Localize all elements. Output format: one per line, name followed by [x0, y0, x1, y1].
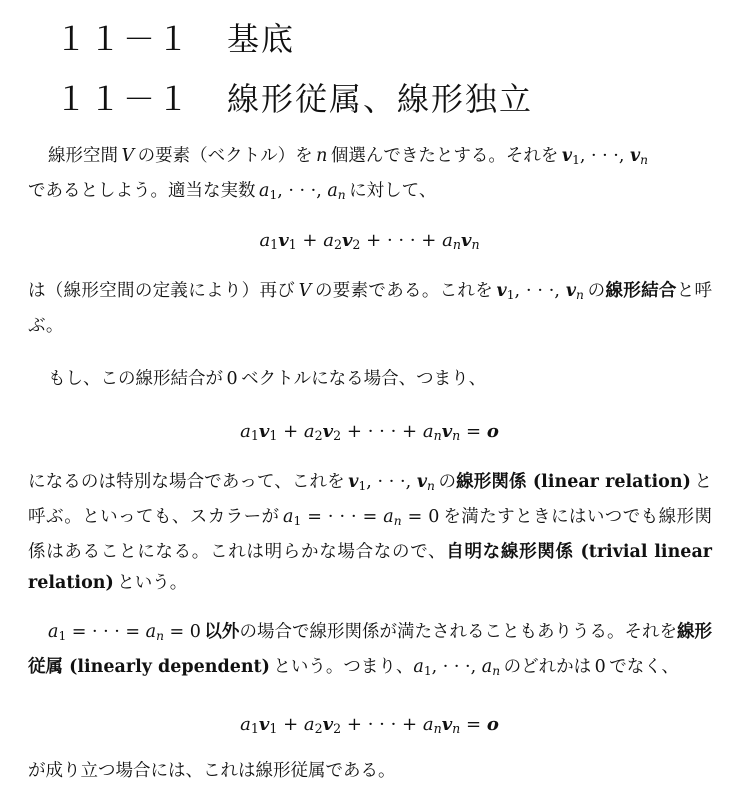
term-linear-combination: 線形結合: [605, 281, 677, 301]
equation-linear-relation: $a_1v_1 + a_2v_2$ + · · · + $a_nv_n = o$: [240, 421, 499, 444]
subsection-title: 線形従属、線形独立: [227, 80, 534, 118]
equation-linear-combination: $a_1v_1 + a_2v_2$ + · · · + $a_nv_n$: [259, 230, 480, 253]
paragraph-4: になるのは特別な場合であって、これを $v_1$, · · ·, $v_n$ の線形関係 (linear relation) と呼ぶ。といっても、スカラーが $a_1$ = · · · = $a_n = 0$ を満たすときにはいつでも線形関係はあることになる。これは明らかな場合なので、自明な線形関係 (trivial linear relation) という。: [28, 472, 713, 594]
section-number: １１－１: [55, 20, 192, 58]
paragraph-3: もし、この線形結合が 0 ベクトルになる場合、つまり、: [48, 369, 487, 389]
equation-dependent: $a_1v_1 + a_2v_2$ + · · · + $a_nv_n = o$: [240, 714, 499, 737]
paragraph-1: 線形空間 V の要素（ベクトル）を n 個選んできたとする。それを $v_1$, · · ·, $v_n$ であるとしよう。適当な実数 $a_1$, · · ·, $a_n$ に対して、: [28, 146, 649, 203]
term-trivial-linear-relation: 自明な線形関係 (trivial linear relation): [28, 542, 712, 594]
section-title: 基底: [227, 20, 296, 58]
paragraph-5: $a_1$ = · · · = $a_n = 0$ 以外の場合で線形関係が満たされることもありうる。それを線形従属 (linearly dependent) という。つまり、$a_1$, · · ·, $a_n$ のどれかは 0 でなく、: [28, 622, 713, 679]
subsection-number: １１－１: [55, 80, 192, 118]
term-linearly-dependent: 線形従属 (linearly dependent): [28, 622, 713, 678]
term-other-than: 以外: [204, 622, 240, 642]
paragraph-2: は（線形空間の定義により）再び V の要素である。これを $v_1$, · · ·, $v_n$ の線形結合と呼ぶ。: [28, 281, 713, 337]
paragraph-6: が成り立つ場合には、これは線形従属である。: [28, 761, 396, 781]
subsection-heading: [55, 74, 533, 120]
term-linear-relation: 線形関係 (linear relation): [456, 472, 691, 492]
section-heading: [55, 14, 295, 60]
